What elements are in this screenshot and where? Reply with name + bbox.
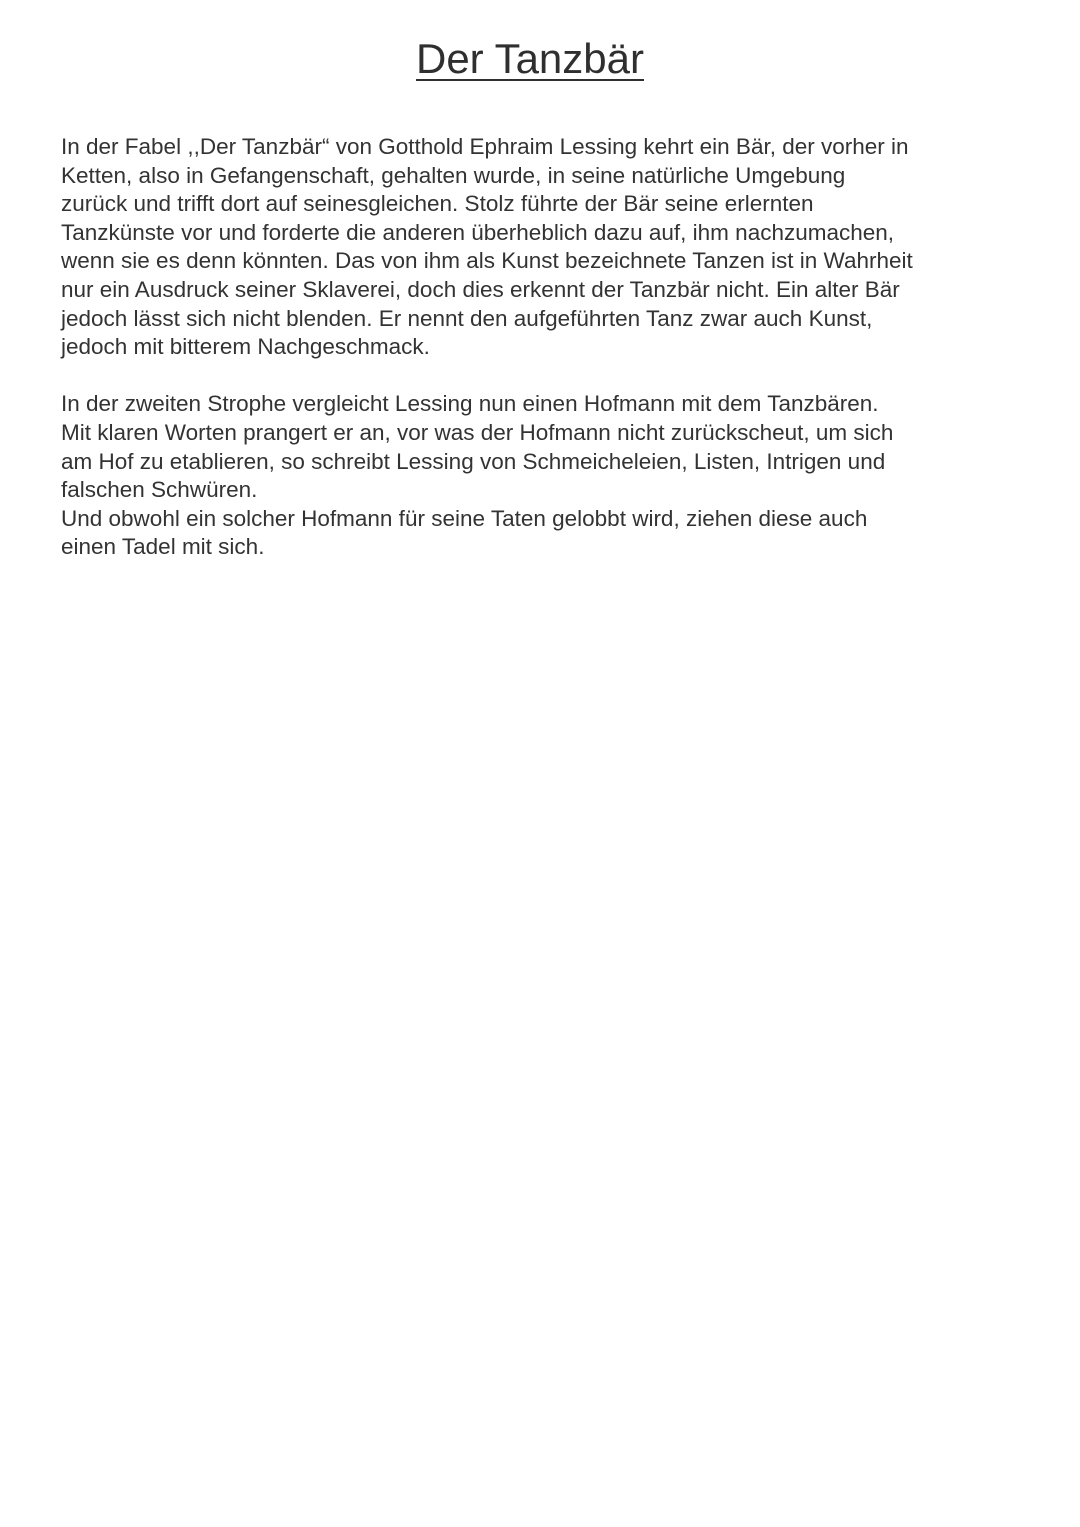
- document-body: [61, 133, 1021, 562]
- page-title-text: Der Tanzbär: [415, 35, 644, 82]
- page-title: [0, 34, 1060, 84]
- text-line: jedoch lässt sich nicht blenden. Er nennt den aufgeführten Tanz zwar auch Kunst,: [61, 305, 873, 331]
- paragraph-2: [61, 390, 1021, 562]
- text-line: Und obwohl ein solcher Hofmann für seine Taten gelobbt wird, ziehen diese auch: [61, 505, 868, 531]
- text-line: am Hof zu etablieren, so schreibt Lessing von Schmeicheleien, Listen, Intrigen und: [61, 448, 886, 474]
- text-line: falschen Schwüren.: [61, 477, 258, 503]
- paragraph-spacer: [61, 362, 1021, 391]
- text-line: zurück und trifft dort auf seinesgleichen. Stolz führte der Bär seine erlernten: [61, 191, 814, 217]
- text-line: jedoch mit bitterem Nachgeschmack.: [61, 334, 430, 360]
- text-line: In der zweiten Strophe vergleicht Lessing nun einen Hofmann mit dem Tanzbären.: [61, 391, 879, 417]
- paragraph-1: [61, 133, 1021, 362]
- text-line: Tanzkünste vor und forderte die anderen überheblich dazu auf, ihm nachzumachen,: [61, 219, 895, 245]
- text-line: Ketten, also in Gefangenschaft, gehalten wurde, in seine natürliche Umgebung: [61, 162, 846, 188]
- text-line: wenn sie es denn könnten. Das von ihm als Kunst bezeichnete Tanzen ist in Wahrheit: [61, 248, 913, 274]
- text-line: In der Fabel ,,Der Tanzbär“ von Gotthold Ephraim Lessing kehrt ein Bär, der vorher in: [61, 134, 909, 159]
- text-line: nur ein Ausdruck seiner Sklaverei, doch dies erkennt der Tanzbär nicht. Ein alter Bär: [61, 276, 900, 302]
- text-line: einen Tadel mit sich.: [61, 534, 265, 560]
- text-line: Mit klaren Worten prangert er an, vor was der Hofmann nicht zurückscheut, um sich: [61, 419, 894, 445]
